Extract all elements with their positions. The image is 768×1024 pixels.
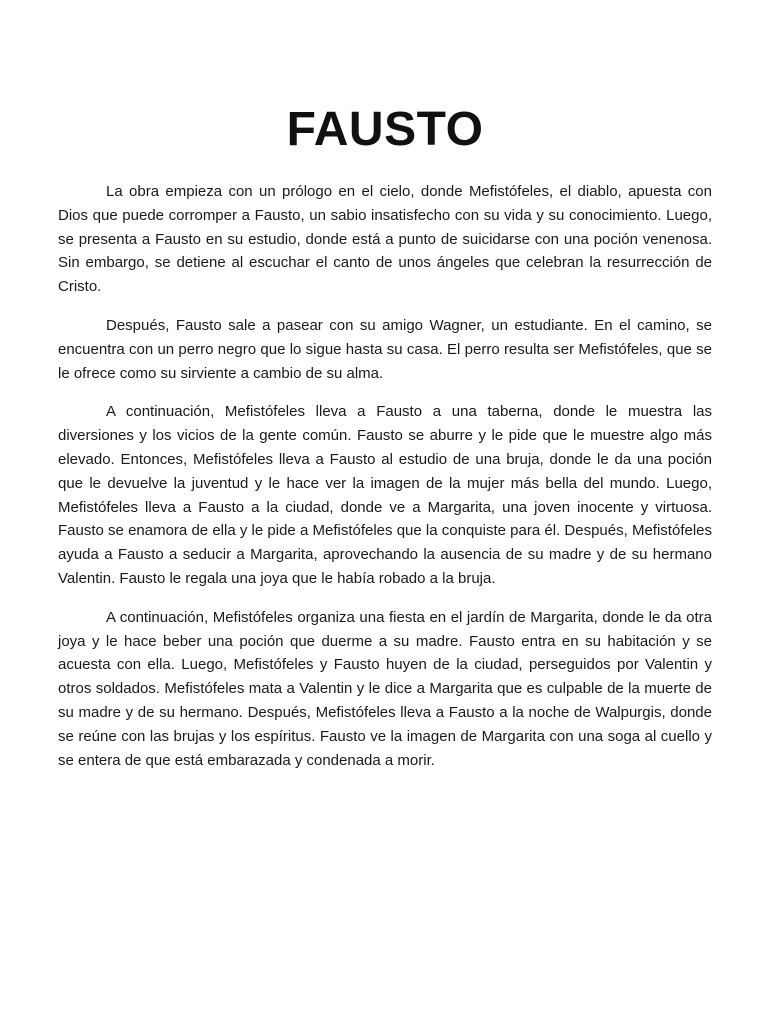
paragraph-2: Después, Fausto sale a pasear con su amigo Wagner, un estudiante. En el camino, se encuentra con un perro negro que lo sigue hasta su casa. El perro resulta ser Mefistófeles, que se le ofrece como su sirviente a cambio de su alma. — [58, 316, 712, 382]
document-page — [58, 100, 712, 787]
paragraph-3: A continuación, Mefistófeles lleva a Fausto a una taberna, donde le muestra las diversiones y los vicios de la gente común. Fausto se aburre y le pide que le muestre algo más elevado. Entonces, Mefistófeles lleva a Fausto al estudio de una bruja, donde le da una poción que le devuelve la juventud y le hace ver la imagen de la mujer más bella del mundo. Luego, Mefistófeles lleva a Fausto a la ciudad, donde ve a Margarita, una joven inocente y virtuosa. Fausto se enamora de ella y le pide a Mefistófeles que la conquiste para él. Después, Mefistófeles ayuda a Fausto a seducir a Margarita, aprovechando la ausencia de su madre y de su hermano Valentin. Fausto le regala una joya que le había robado a la bruja. — [58, 403, 712, 587]
paragraph-4: A continuación, Mefistófeles organiza una fiesta en el jardín de Margarita, donde le da otra joya y le hace beber una poción que duerme a su madre. Fausto entra en su habitación y se acuesta con ella. Luego, Mefistófeles y Fausto huyen de la ciudad, perseguidos por Valentin y otros soldados. Mefistófeles mata a Valentin y le dice a Margarita que es culpable de la muerte de su madre y de su hermano. Después, Mefistófeles lleva a Fausto a la noche de Walpurgis, donde se reúne con las brujas y los espíritus. Fausto ve la imagen de Margarita con una soga al cuello y se entera de que está embarazada y condenada a morir. — [58, 608, 712, 769]
document-title: FAUSTO — [286, 103, 484, 156]
paragraph-1: La obra empieza con un prólogo en el cielo, donde Mefistófeles, el diablo, apuesta con Dios que puede corromper a Fausto, un sabio insatisfecho con su vida y su conocimiento. Luego, se presenta a Fausto en su estudio, donde está a punto de suicidarse con una poción venenosa. Sin embargo, se detiene al escuchar el canto de unos ángeles que celebran la resurrección de Cristo. — [58, 183, 712, 296]
